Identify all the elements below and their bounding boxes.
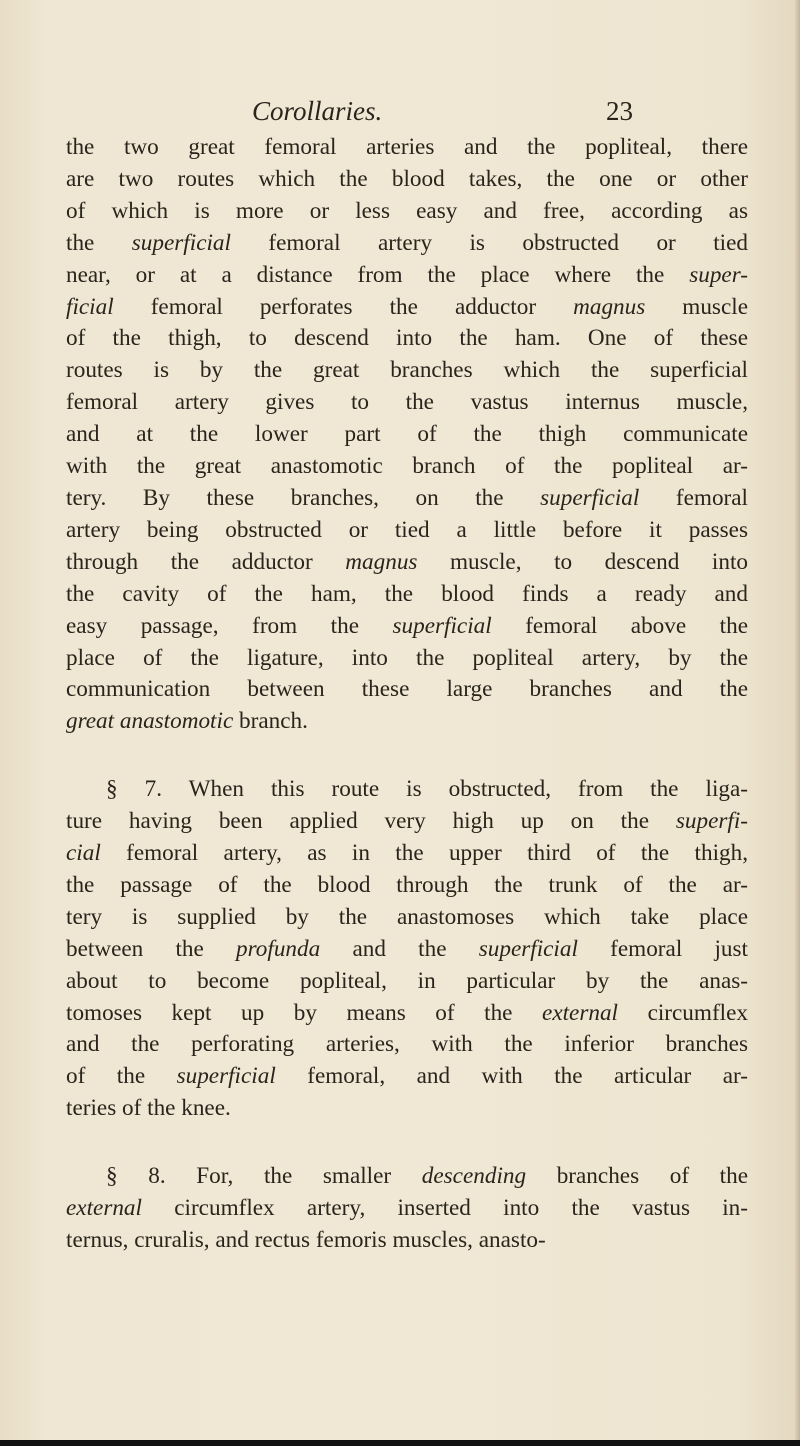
text-segment: between the <box>66 935 237 962</box>
text-line <box>66 1061 748 1093</box>
text-segment: muscle <box>645 293 748 320</box>
text-line <box>66 1093 748 1125</box>
page-edge-shadow <box>794 0 800 1446</box>
text-line <box>66 870 748 902</box>
text-line <box>66 966 748 998</box>
italic-text: superficial <box>478 935 578 962</box>
text-segment: the cavity of the ham, the blood finds a ready and <box>66 580 748 607</box>
italic-text: superficial <box>392 612 492 639</box>
italic-text: external <box>542 999 619 1026</box>
text-segment: artery being obstructed or tied a little before it passes <box>66 516 748 543</box>
text-segment: ture having been applied very high up on the <box>66 808 676 835</box>
text-segment: of the thigh, to descend into the ham. One of these <box>66 325 748 352</box>
text-line <box>66 998 748 1030</box>
text-segment: the two great femoral arteries and the popliteal, there <box>66 134 748 160</box>
italic-text: super- <box>689 261 748 288</box>
text-segment: tery. By these branches, on the <box>66 484 541 511</box>
italic-text: great anastomotic <box>66 708 234 735</box>
text-line <box>66 934 748 966</box>
paragraph <box>66 774 748 1125</box>
text-segment: about to become popliteal, in particular by the anas- <box>66 967 748 994</box>
text-line <box>66 483 748 515</box>
text-line <box>66 419 748 451</box>
italic-text: external <box>66 1195 142 1222</box>
text-segment: muscle, to descend into <box>417 548 748 575</box>
text-line <box>66 228 748 260</box>
text-segment: femoral artery gives to the vastus internus muscle, <box>66 389 748 416</box>
text-segment: with the great anastomotic branch of the popliteal ar- <box>66 453 748 480</box>
text-segment: the <box>66 229 132 256</box>
text-line <box>66 1225 748 1257</box>
text-segment: § 7. When this route is obstructed, from the liga- <box>106 776 748 803</box>
bottom-border <box>0 1440 800 1446</box>
text-line <box>66 611 748 643</box>
text-segment: femoral artery, as in the upper third of the thigh, <box>100 840 748 867</box>
text-line <box>66 706 748 738</box>
italic-text: superficial <box>540 484 640 511</box>
text-segment: teries of the knee. <box>66 1095 231 1122</box>
text-line <box>66 451 748 483</box>
italic-text: magnus <box>573 293 646 320</box>
text-segment: branch. <box>233 708 308 735</box>
italic-text: superficial <box>131 229 231 256</box>
text-line <box>66 355 748 387</box>
text-line <box>66 674 748 706</box>
italic-text: superficial <box>176 1063 276 1090</box>
text-segment: ternus, cruralis, and rectus femoris muscles, anasto- <box>66 1227 546 1253</box>
text-segment: and at the lower part of the thigh communicate <box>66 421 748 448</box>
text-line <box>66 1029 748 1061</box>
paragraph <box>66 1161 748 1257</box>
running-title: Corollaries. <box>252 96 383 126</box>
text-line <box>66 806 748 838</box>
text-segment: femoral <box>639 484 748 511</box>
text-line <box>66 902 748 934</box>
text-line <box>66 774 748 806</box>
text-segment: communication between these large branches and the <box>66 676 748 703</box>
text-segment: near, or at a distance from the place where the <box>66 261 690 288</box>
text-segment: femoral artery is obstructed or tied <box>230 229 748 256</box>
body-text <box>66 132 748 1257</box>
text-line <box>66 260 748 292</box>
paragraph-gap <box>66 1125 748 1161</box>
text-segment: are two routes which the blood takes, the one or other <box>66 165 748 192</box>
text-segment: circumflex artery, inserted into the vastus in- <box>141 1195 748 1222</box>
text-segment: easy passage, from the <box>66 612 393 639</box>
text-segment: tomoses kept up by means of the <box>66 999 543 1026</box>
text-line <box>66 164 748 196</box>
italic-text: ficial <box>66 293 114 320</box>
text-line <box>66 292 748 324</box>
paragraph-gap <box>66 738 748 774</box>
text-line <box>66 643 748 675</box>
italic-text: magnus <box>345 548 418 575</box>
text-line <box>66 387 748 419</box>
text-segment: the passage of the blood through the trunk of the ar- <box>66 871 748 898</box>
text-segment: femoral just <box>577 935 748 962</box>
text-segment: place of the ligature, into the popliteal artery, by the <box>66 644 748 671</box>
text-segment: branches of the <box>526 1163 748 1190</box>
text-line <box>66 196 748 228</box>
text-line <box>66 579 748 611</box>
italic-text: cial <box>66 840 101 867</box>
text-segment: circumflex <box>618 999 748 1026</box>
text-segment: tery is supplied by the anastomoses which take place <box>66 903 748 930</box>
text-line <box>66 547 748 579</box>
text-line <box>66 1161 748 1193</box>
text-line <box>66 132 748 164</box>
text-segment: femoral above the <box>491 612 748 639</box>
text-segment: and the <box>320 935 479 962</box>
paragraph <box>66 132 748 738</box>
text-segment: and the perforating arteries, with the inferior branches <box>66 1031 748 1058</box>
text-line <box>66 838 748 870</box>
text-line <box>66 323 748 355</box>
text-segment: femoral perforates the adductor <box>113 293 574 320</box>
text-segment: routes is by the great branches which the superficial <box>66 357 748 384</box>
page-number: 23 <box>606 96 633 126</box>
text-segment: femoral, and with the articular ar- <box>275 1063 748 1090</box>
text-line <box>66 515 748 547</box>
text-line <box>66 1193 748 1225</box>
italic-text: descending <box>421 1163 527 1190</box>
text-segment: of the <box>66 1063 177 1090</box>
page-header <box>0 96 800 136</box>
text-segment: § 8. For, the smaller <box>106 1163 422 1190</box>
italic-text: superfi- <box>675 808 748 835</box>
text-segment: of which is more or less easy and free, according as <box>66 197 748 224</box>
italic-text: profunda <box>236 935 321 962</box>
text-segment: through the adductor <box>66 548 346 575</box>
